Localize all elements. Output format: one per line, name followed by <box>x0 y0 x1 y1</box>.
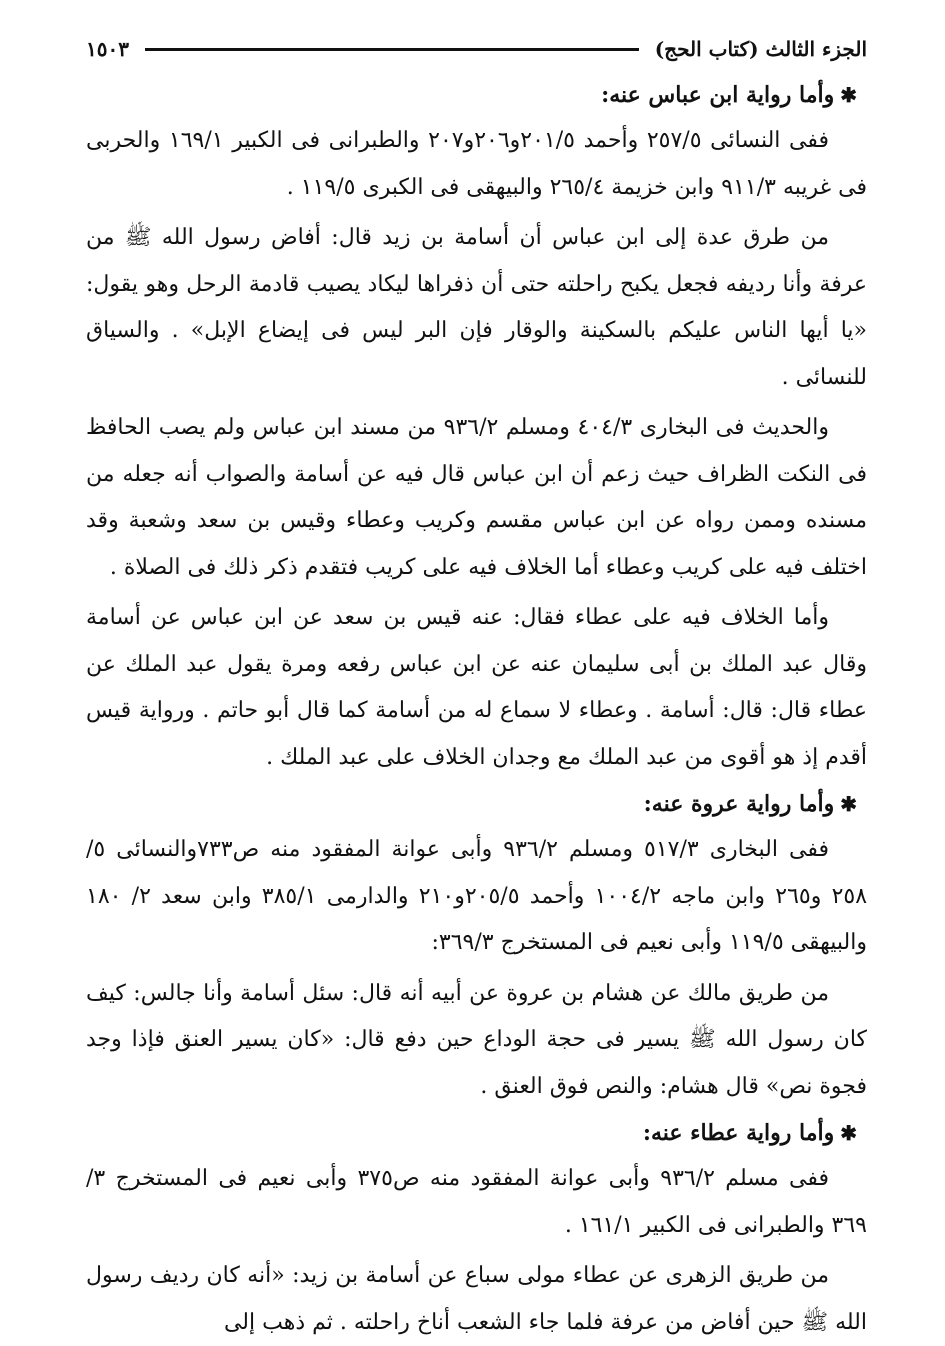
section-heading-text: وأما رواية ابن عباس عنه: <box>601 82 835 108</box>
section-heading <box>86 781 867 827</box>
section-heading-text: وأما رواية عروة عنه: <box>643 791 835 817</box>
paragraph: ففى النسائى ٢٥٧/٥ وأحمد ٢٠١/٥و٢٠٦و٢٠٧ والطبرانى فى الكبير ١٦٩/١ والحربى فى غريبه ٩١١/٣ وابن خزيمة ٢٦٥/٤ والبيهقى فى الكبرى ١١٩/٥ . <box>86 128 867 200</box>
paragraph: من طريق مالك عن هشام بن عروة عن أبيه أنه قال: سئل أسامة وأنا جالس: كيف كان رسول الله ﷺ يسير فى حجة الوداع حين دفع قال: «كان يسير العنق فإذا وجد فجوة نص» قال هشام: والنص فوق العنق . <box>86 980 867 1099</box>
asterisk-icon: ✱ <box>840 1121 857 1145</box>
paragraph: من طريق الزهرى عن عطاء مولى سباع عن أسامة بن زيد: «أنه كان رديف رسول الله ﷺ حين أفاض من عرفة فلما جاء الشعب أناخ راحلته . ثم ذهب إلى <box>86 1263 867 1335</box>
section-heading-text: وأما رواية عطاء عنه: <box>642 1120 835 1146</box>
page-body <box>86 72 867 1346</box>
paragraph: من طرق عدة إلى ابن عباس أن أسامة بن زيد قال: أفاض رسول الله ﷺ من عرفة وأنا رديفه فجعل يكبح راحلته حتى أن ذفراها ليكاد يصيب قادمة الرحل وهو يقول: «يا أيها الناس عليكم بالسكينة والوقار فإن البر ليس فى إيضاع الإبل» . والسياق للنسائى . <box>86 225 867 390</box>
paragraph: ففى البخارى ٥١٧/٣ ومسلم ٩٣٦/٢ وأبى عوانة المفقود منه ص٧٣٣والنسائى ٥/ ٢٥٨ و٢٦٥ وابن ماجه ١٠٠٤/٢ وأحمد ٢٠٥/٥و٢١٠ والدارمى ٣٨٥/١ وابن سعد ٢/ ١٨٠ والبيهقى ١١٩/٥ وأبى نعيم فى المستخرج ٣٦٩/٣: <box>86 837 868 955</box>
paragraph: والحديث فى البخارى ٤٠٤/٣ ومسلم ٩٣٦/٢ من مسند ابن عباس ولم يصب الحافظ فى النكت الظراف حيث زعم أن ابن عباس قال فيه عن أسامة والصواب أنه جعله من مسنده وممن رواه عن ابن عباس مقسم وكريب وعطاء وقيس بن سعد وشعبة وقد اختلف فيه على كريب وعطاء أما الخلاف فيه على كريب فتقدم ذكر ذلك فى الصلاة . <box>86 415 867 580</box>
asterisk-icon: ✱ <box>840 83 857 107</box>
section-heading <box>86 72 867 118</box>
asterisk-icon: ✱ <box>840 792 857 816</box>
paragraph: وأما الخلاف فيه على عطاء فقال: عنه قيس بن سعد عن ابن عباس عن أسامة وقال عبد الملك بن أبى سليمان عنه عن ابن عباس رفعه ومرة يقول عبد الملك عن عطاء قال: قال: أسامة . وعطاء لا سماع له من أسامة كما قال أبو حاتم . ورواية قيس أقدم إذ هو أقوى من عبد الملك مع وجدان الخلاف على عبد الملك . <box>86 605 867 770</box>
section-heading <box>86 1110 867 1156</box>
paragraph: ففى مسلم ٩٣٦/٢ وأبى عوانة المفقود منه ص٣٧٥ وأبى نعيم فى المستخرج ٣/ ٣٦٩ والطبرانى فى الكبير ١٦١/١ . <box>86 1166 867 1238</box>
header-title: الجزء الثالث (كتاب الحج) <box>654 37 867 61</box>
page-number: ١٥٠٣ <box>86 37 129 61</box>
header-rule <box>145 48 639 51</box>
running-header <box>86 28 867 70</box>
